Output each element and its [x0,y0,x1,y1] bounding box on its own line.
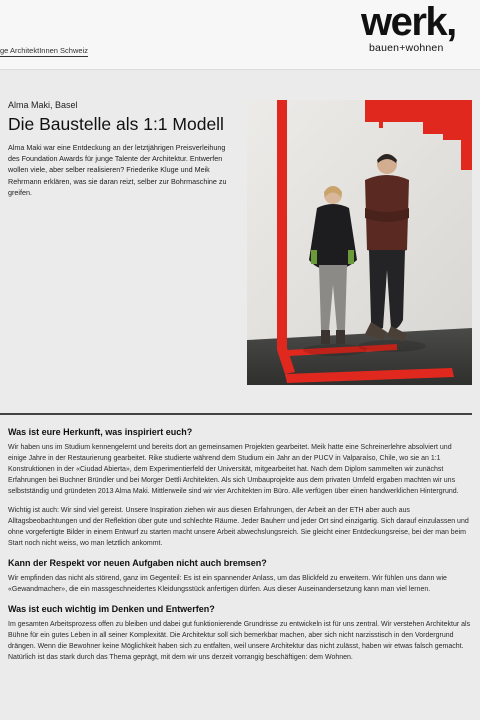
site-logo[interactable] [361,2,471,54]
section-divider [0,413,472,415]
logo-wordmark: werk, [361,0,456,44]
question-heading: Was ist eure Herkunft, was inspiriert euch? [8,427,193,437]
question-heading: Kann der Respekt vor neuen Aufgaben nicht auch bremsen? [8,558,267,568]
hero-intro [8,100,238,198]
answer-paragraph: Wir empfinden das nicht als störend, ganz im Gegenteil: Es ist ein spannender Anlass, um das Blickfeld zu erweitern. Wir fühlen uns dann wie «Gewandmacher», die ein massgeschneidertes Kleidungsstück anfertigen dürfen. Aus dieser Auseinandersetzung kann man viel lernen. [8,575,447,593]
answer-paragraph: Wichtig ist auch: Wir sind viel gereist. Unsere Inspiration ziehen wir aus diesen Erfahrungen, der Arbeit an der ETH aber auch aus Alltagsbeobachtungen und der Reflektion über gute und schlechte Räume. Jeder Bauherr und jeder Ort sind einzigartig. Sich darauf einzulassen und ohne vorgefertigte Bilder in einem Entwurf zu starten macht unsere Arbeit abwechslungsreich. Sie gleicht einer Entdeckungsreise, bei der man beim Start noch nicht weiss, wo man letztlich ankommt. [8,507,469,547]
header-bar [0,0,480,70]
architects-photo [247,100,472,385]
answer-paragraph: Wir haben uns im Studium kennengelernt und bereits dort an gemeinsamen Projekten gearbeitet. Meik hatte eine Schreinerlehre absolviert und einige Jahre in der Restaurierung gearbeitet. Rike studierte während dem Studium ein Jahr an der PUCV in Valparaíso, Chile, wo sie an 1:1 Konstruktionen in der «Ciudad Abierta», dem Experimentierfeld der Universität, mitgearbeitet hat. Nach dem Diplom sammelten wir zunächst Erfahrungen bei Buchner Bründler und bei Morger Dettli Architekten. Als sich Umbauprojekte aus dem privaten Umfeld ergaben machten wir uns selbstständig und gründeten 2013 Alma Maki. Mittlerweile sind wir vier Architekten im Büro. Alle verfügen über einen handwerklichen Hintergrund. [8,444,459,495]
photo-illustration [247,100,472,385]
logo-tagline: bauen+wohnen [369,42,444,54]
lead-paragraph: Alma Maki war eine Entdeckung an der letztjährigen Preisverleihung des Foundation Awards für junge Talente der Architektur. Entwerfen wollen viele, aber selber realisieren? Friederike Kluge und Meik Rehrmann erklären, was sie daran reizt, selber zur Bohrmaschine zu greifen. [8,143,227,197]
question-heading: Was ist euch wichtig im Denken und Entwerfen? [8,604,215,614]
breadcrumb-link[interactable]: ge ArchitektInnen Schweiz [0,46,88,55]
interview-body [8,426,472,671]
author-line: Alma Maki, Basel [8,100,78,110]
answer-paragraph: Im gesamten Arbeitsprozess offen zu bleiben und dabei gut funktionierende Grundrisse zu entwickeln ist für uns zentral. Wir verstehen Architektur als Bühne für ein gutes Leben in all seiner Komplexität. Die Architektur soll sich bemerkbar machen, aber sich nicht narzisstisch in den Vordergrund drängen. Wenn die Bewohner keine Möglichkeit haben sich zu entfalten, weil unsere Architektur das nicht zulässt, haben wir etwas falsch gemacht. Natürlich ist das stark durch das Thema geprägt, mit dem wir uns derzeit vorrangig beschäftigen: dem Wohnen. [8,621,471,661]
page-title: Die Baustelle als 1:1 Modell [8,114,224,134]
